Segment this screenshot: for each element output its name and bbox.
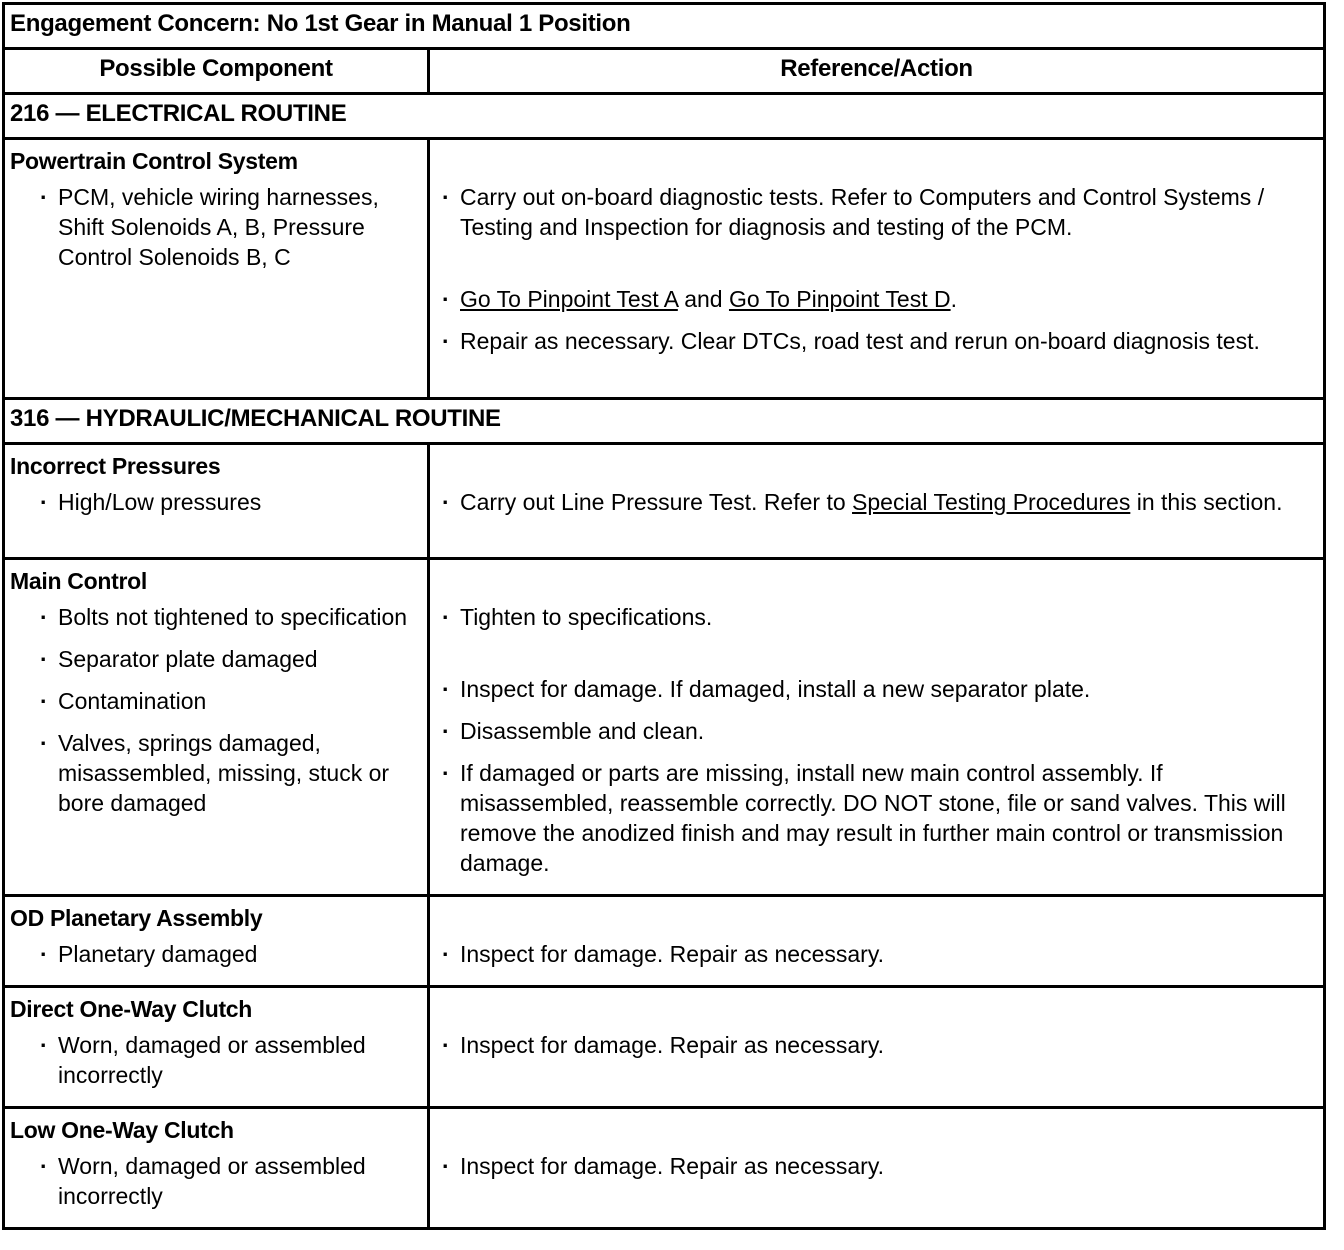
table-title: Engagement Concern: No 1st Gear in Manual 1 Position (4, 4, 1325, 49)
action-cell (429, 559, 1325, 896)
component-item: · Separator plate damaged (10, 644, 419, 674)
action-cell (429, 139, 1325, 399)
action-text: in this section. (1130, 489, 1283, 515)
table-row (4, 896, 1325, 987)
action-item: · Inspect for damage. If damaged, install a new separator plate. (442, 674, 1315, 704)
special-testing-procedures-link[interactable]: Special Testing Procedures (852, 489, 1131, 515)
action-text: . (950, 286, 957, 312)
component-group-title: Direct One-Way Clutch (10, 996, 253, 1022)
action-item: · Inspect for damage. Repair as necessary. (442, 1030, 1315, 1060)
component-item: · PCM, vehicle wiring harnesses, Shift Solenoids A, B, Pressure Control Solenoids B, C (10, 182, 419, 272)
action-item: · Disassemble and clean. (442, 716, 1315, 746)
routine-label: 216 — ELECTRICAL ROUTINE (4, 94, 1325, 139)
routine-row-hydraulic (4, 399, 1325, 444)
action-item: · Tighten to specifications. (442, 602, 1315, 632)
component-item: · Bolts not tightened to specification (10, 602, 419, 632)
component-group-title: Powertrain Control System (10, 148, 298, 174)
action-cell (429, 987, 1325, 1108)
action-item: · Inspect for damage. Repair as necessary. (442, 1151, 1315, 1181)
component-cell (4, 987, 429, 1108)
title-row (4, 4, 1325, 49)
diagnostic-table (2, 2, 1326, 1230)
component-item: · Contamination (10, 686, 419, 716)
table-row (4, 444, 1325, 559)
action-item (442, 284, 1315, 314)
component-cell (4, 444, 429, 559)
component-cell (4, 559, 429, 896)
action-cell (429, 1108, 1325, 1229)
component-cell (4, 1108, 429, 1229)
table-row (4, 559, 1325, 896)
table-row (4, 139, 1325, 399)
component-item: · Worn, damaged or assembled incorrectly (10, 1151, 419, 1211)
component-group-title: Main Control (10, 568, 147, 594)
header-row (4, 49, 1325, 94)
column-header-component: Possible Component (4, 49, 429, 94)
column-header-action: Reference/Action (429, 49, 1325, 94)
component-item: · High/Low pressures (10, 487, 419, 517)
component-group-title: Incorrect Pressures (10, 453, 221, 479)
action-item: · Repair as necessary. Clear DTCs, road test and rerun on-board diagnosis test. (442, 326, 1315, 356)
pinpoint-test-d-link[interactable]: Go To Pinpoint Test D (728, 286, 951, 312)
routine-row-electrical (4, 94, 1325, 139)
component-item: · Valves, springs damaged, misassembled, missing, stuck or bore damaged (10, 728, 419, 818)
component-group-title: OD Planetary Assembly (10, 905, 263, 931)
component-group-title: Low One-Way Clutch (10, 1117, 234, 1143)
action-cell (429, 896, 1325, 987)
action-text: and (677, 286, 729, 312)
pinpoint-test-a-link[interactable]: Go To Pinpoint Test A (460, 286, 678, 312)
action-item (442, 487, 1315, 517)
routine-label: 316 — HYDRAULIC/MECHANICAL ROUTINE (4, 399, 1325, 444)
component-cell (4, 139, 429, 399)
action-item: · Carry out on-board diagnostic tests. Refer to Computers and Control Systems / Testing and Inspection for diagnosis and testing of the PCM. (442, 182, 1315, 242)
action-item: · Inspect for damage. Repair as necessary. (442, 939, 1315, 969)
action-text: Carry out Line Pressure Test. Refer to (460, 489, 853, 515)
component-item: · Worn, damaged or assembled incorrectly (10, 1030, 419, 1090)
component-item: · Planetary damaged (10, 939, 419, 969)
table-row (4, 1108, 1325, 1229)
table-row (4, 987, 1325, 1108)
action-cell (429, 444, 1325, 559)
action-item: · If damaged or parts are missing, install new main control assembly. If misassembled, reassemble correctly. DO NOT stone, file or sand valves. This will remove the anodized finish and may result in further main control or transmission damage. (442, 758, 1315, 878)
component-cell (4, 896, 429, 987)
